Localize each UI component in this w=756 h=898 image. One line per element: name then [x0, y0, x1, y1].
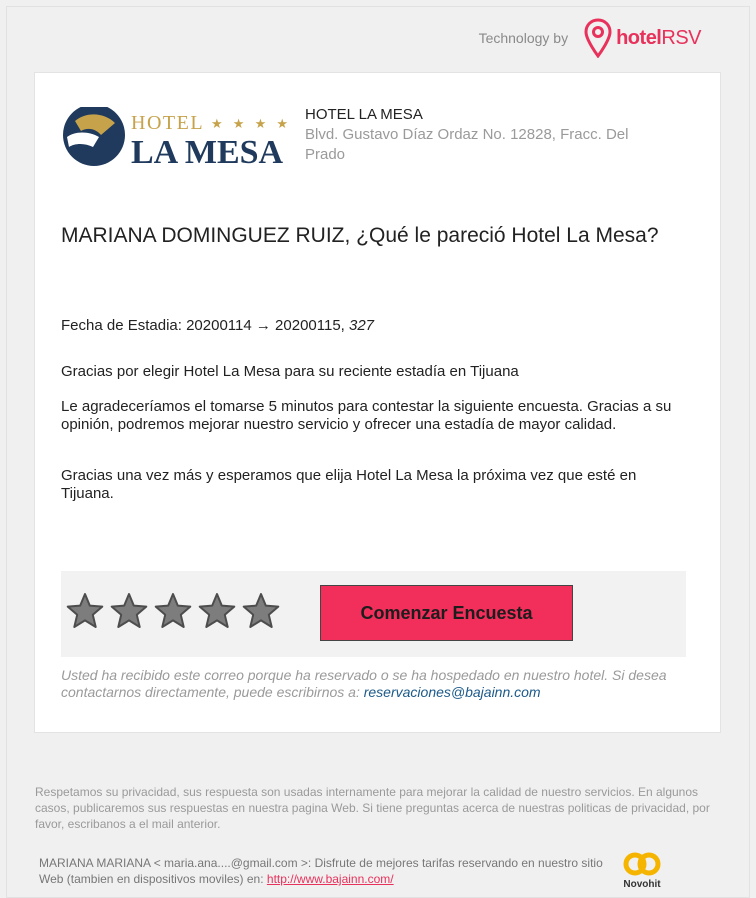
footnote: [61, 667, 691, 701]
brand-name-light: RSV: [661, 26, 701, 49]
contact-email-link[interactable]: reservaciones@bajainn.com: [363, 684, 541, 700]
logo-stars-text: ★ ★ ★ ★: [211, 117, 292, 132]
hotelrsv-logo[interactable]: [584, 18, 701, 58]
thanks-paragraph: Gracias por elegir Hotel La Mesa para su reciente estadía en Tijuana: [61, 363, 519, 380]
email-card: [34, 72, 721, 733]
hotel-name: HOTEL LA MESA: [305, 106, 423, 123]
website-link[interactable]: http://www.bajainn.com/: [266, 872, 394, 886]
novohit-label: Novohit: [623, 879, 661, 890]
privacy-notice: Respetamos su privacidad, sus respuesta son usadas internamente para mejorar la calidad de nuestro servicios. En algunos casos, publicaremos sus respuestas en nuestra pagina Web. Si tiene preguntas acerca de nuestras politicas de privacidad, por favor, escribanos a el mail anterior.: [35, 785, 710, 831]
technology-label: Technology by: [478, 30, 569, 46]
star-icon[interactable]: [197, 591, 237, 631]
hotel-info: [305, 105, 665, 165]
location-pin-icon: [584, 18, 612, 58]
brand-name: [616, 27, 701, 50]
logo-la-mesa-text: LA MESA: [131, 134, 284, 167]
star-icon[interactable]: [241, 591, 281, 631]
rating-bar: [61, 571, 686, 657]
promo-message: MARIANA MARIANA < maria.ana....@gmail.com >: Disfrute de mejores tarifas reservando en nuestro sitio Web (tambien en dispositivos moviles) en:: [39, 856, 603, 886]
stay-dates-label: Fecha de Estadia: 20200114 → 20200115,: [61, 317, 345, 334]
logo-hotel-text: HOTEL: [131, 112, 205, 134]
promo-text: [39, 855, 609, 887]
request-paragraph: Le agradeceríamos el tomarse 5 minutos para contestar la siguiente encuesta. Gracias a su opinión, podremos mejorar nuestro servicio y ofrecer una estadía de mayor calidad.: [61, 398, 672, 433]
hotel-la-mesa-logo: [61, 107, 305, 167]
star-icon[interactable]: [153, 591, 193, 631]
hotel-address: Blvd. Gustavo Díaz Ordaz No. 12828, Fracc. Del Prado: [305, 126, 629, 163]
technology-header: [479, 18, 701, 58]
survey-question: MARIANA DOMINGUEZ RUIZ, ¿Qué le pareció Hotel La Mesa?: [61, 224, 659, 247]
star-icon[interactable]: [65, 591, 105, 631]
novohit-icon: [622, 852, 662, 876]
stay-dates: [61, 317, 374, 334]
room-number: 327: [349, 317, 375, 334]
star-rating: [65, 591, 285, 631]
closing-paragraph: Gracias una vez más y esperamos que elija Hotel La Mesa la próxima vez que esté en Tijuana.: [61, 467, 637, 502]
novohit-logo[interactable]: [614, 852, 670, 888]
footnote-text: Usted ha recibido este correo porque ha reservado o se ha hospedado en nuestro hotel. Si desea contactarnos directamente, puede escribirnos a:: [61, 667, 667, 700]
star-icon[interactable]: [109, 591, 149, 631]
start-survey-button[interactable]: Comenzar Encuesta: [320, 585, 573, 641]
brand-name-bold: hotel: [616, 26, 662, 49]
